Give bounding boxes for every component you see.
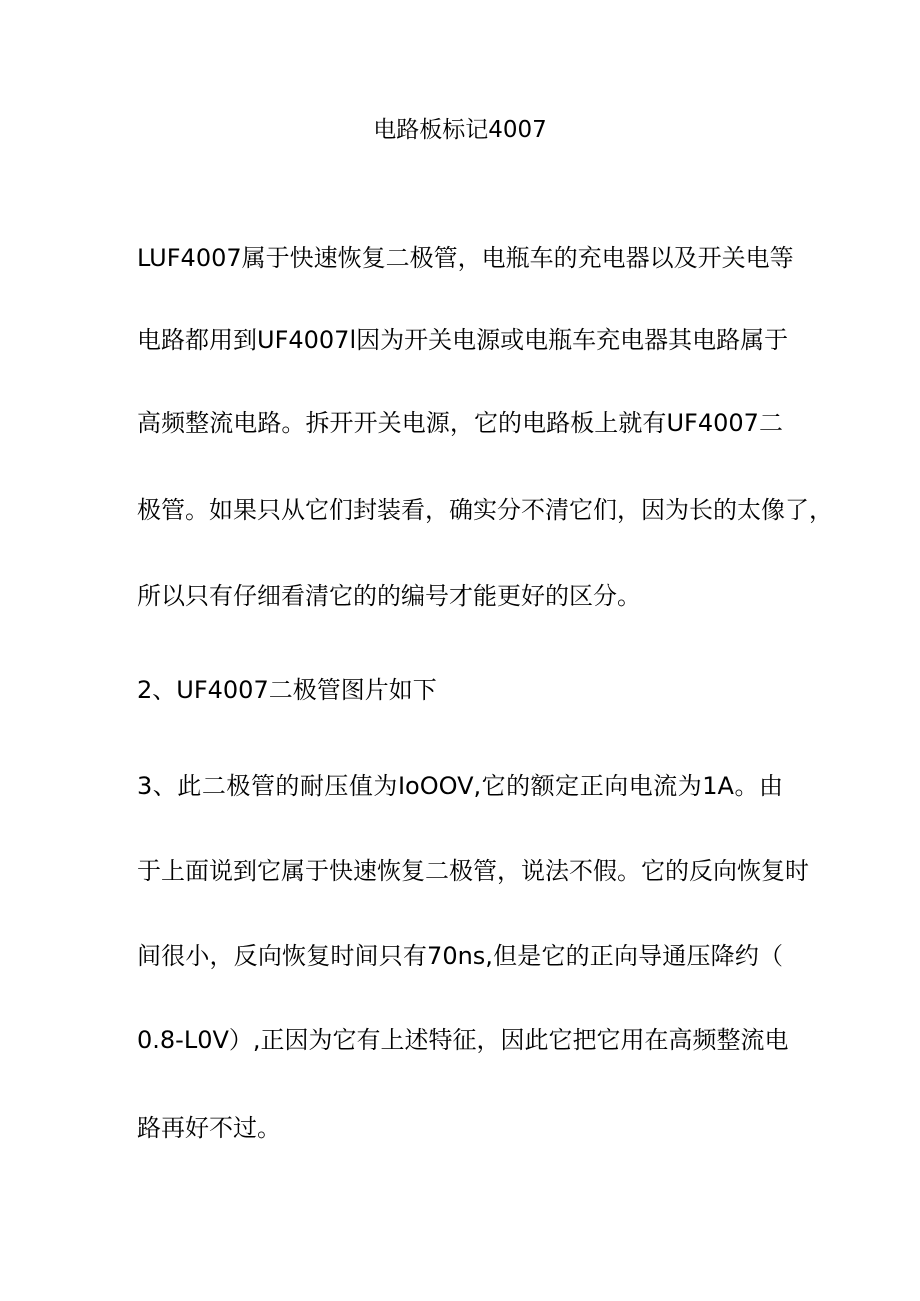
- paragraph-line: 电路都用到UF4007l因为开关电源或电瓶车充电器其电路属于: [137, 326, 789, 354]
- page-title: 电路板标记4007: [373, 117, 547, 143]
- paragraph-line: 高频整流电路。拆开开关电源，它的电路板上就有UF4007二: [137, 409, 783, 437]
- paragraph-line: 极管。如果只从它们封装看，确实分不清它们，因为长的太像了，: [137, 496, 833, 524]
- section-heading: 2、UF4007二极管图片如下: [137, 676, 437, 704]
- paragraph-line: 于上面说到它属于快速恢复二极管，说法不假。它的反向恢复时: [137, 857, 809, 885]
- paragraph-line: LUF4007属于快速恢复二极管，电瓶车的充电器以及开关电等: [137, 244, 794, 272]
- paragraph-line: 3、此二极管的耐压值为IoOOV,它的额定正向电流为1A。由: [137, 772, 783, 800]
- paragraph-line: 路再好不过。: [137, 1114, 281, 1142]
- paragraph-line: 0.8-L0V）,正因为它有上述特征，因此它把它用在高频整流电: [137, 1026, 789, 1054]
- paragraph-line: 间很小，反向恢复时间只有70ns,但是它的正向导通压降约（: [137, 942, 783, 970]
- paragraph-line: 所以只有仔细看清它的的编号才能更好的区分。: [137, 582, 641, 610]
